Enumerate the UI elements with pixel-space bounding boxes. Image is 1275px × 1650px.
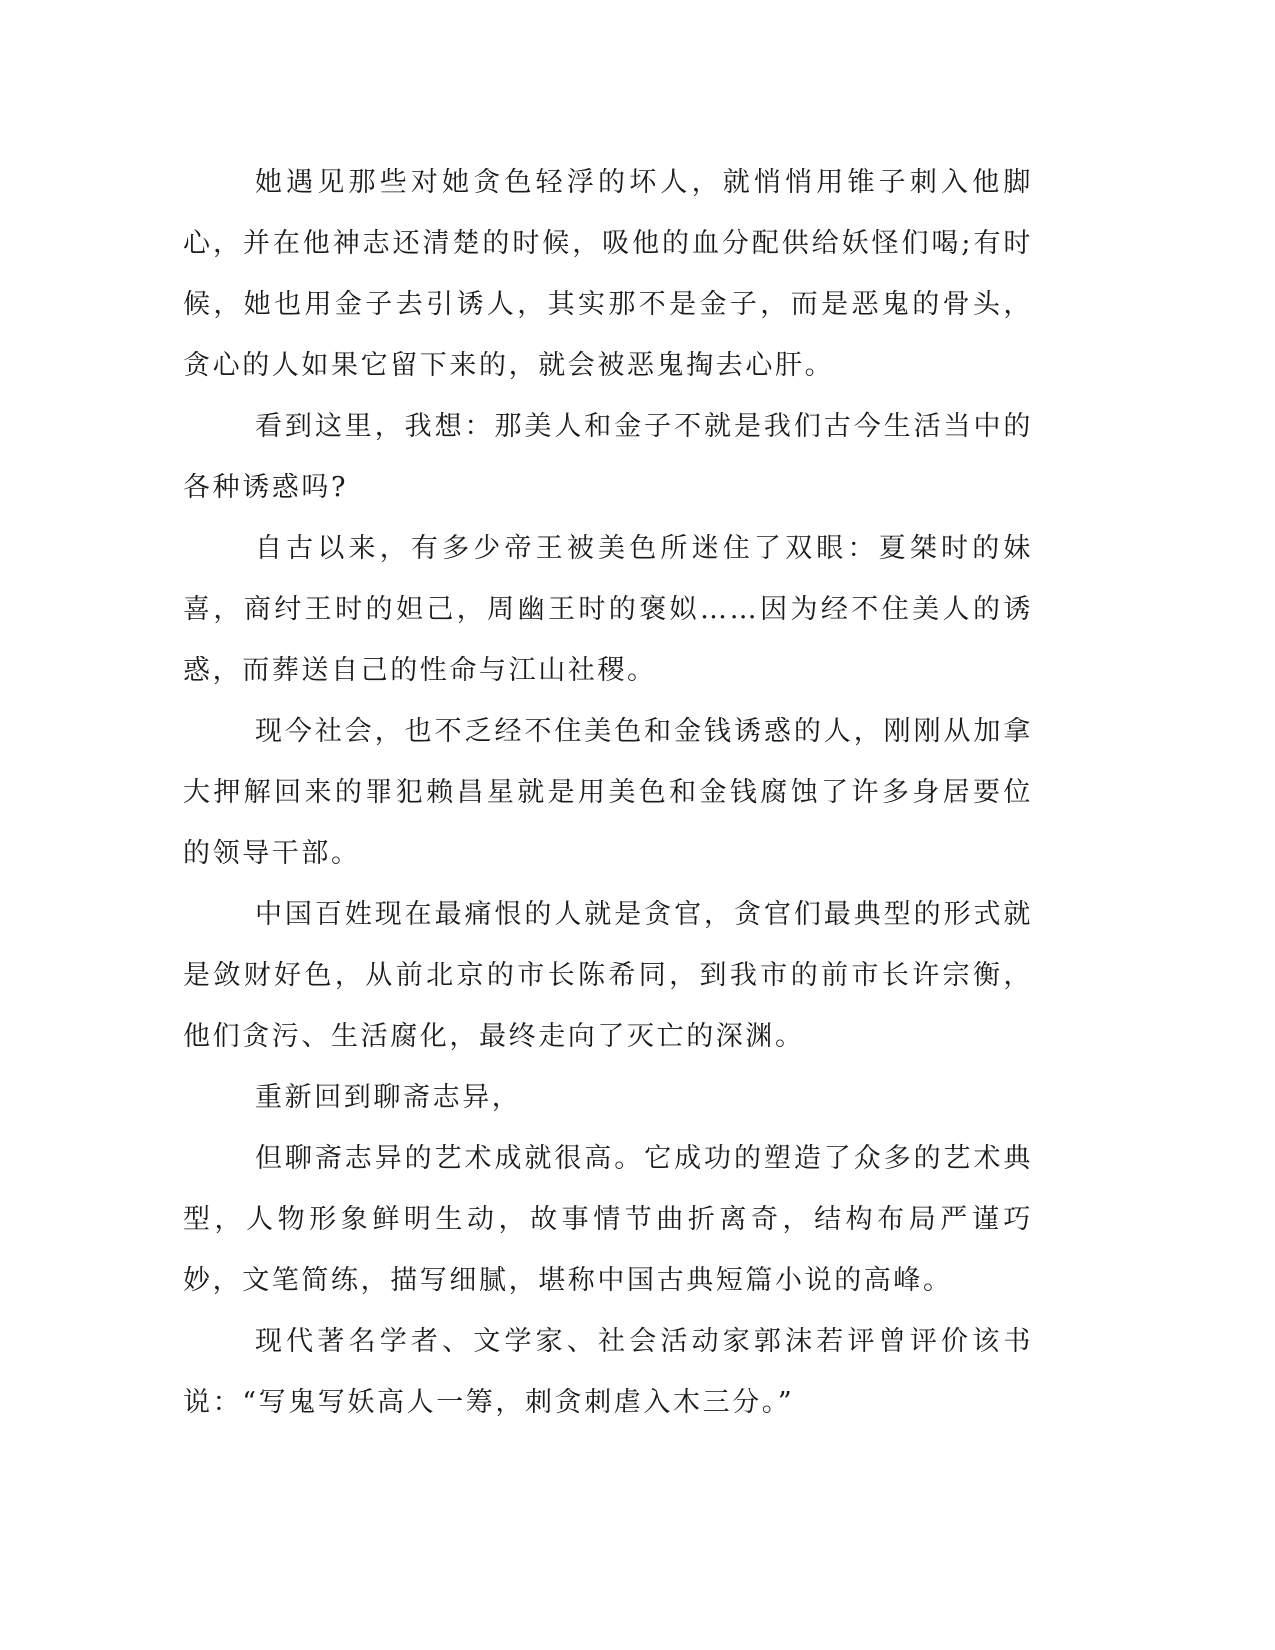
- paragraph-8: 现代著名学者、文学家、社会活动家郭沫若评曾评价该书说：“写鬼写妖高人一筹，刺贪刺虐入木三分。”: [183, 1326, 1033, 1418]
- paragraph-7: 但聊斋志异的艺术成就很高。它成功的塑造了众多的艺术典型，人物形象鲜明生动，故事情节曲折离奇，结构布局严谨巧妙，文笔简练，描写细腻，堪称中国古典短篇小说的高峰。: [183, 1143, 1033, 1296]
- paragraph-2: 看到这里，我想：那美人和金子不就是我们古今生活当中的各种诱惑吗?: [183, 411, 1033, 503]
- paragraph-4: 现今社会，也不乏经不住美色和金钱诱惑的人，刚刚从加拿大押解回来的罪犯赖昌星就是用美色和金钱腐蚀了许多身居要位的领导干部。: [183, 716, 1033, 869]
- paragraph-6: 重新回到聊斋志异，: [255, 1082, 522, 1113]
- paragraph-1: 她遇见那些对她贪色轻浮的坏人，就悄悄用锥子刺入他脚心，并在他神志还清楚的时候，吸他的血分配供给妖怪们喝;有时候，她也用金子去引诱人，其实那不是金子，而是恶鬼的骨头，贪心的人如果它留下来的，就会被恶鬼掏去心肝。: [183, 167, 1033, 381]
- paragraph-5: 中国百姓现在最痛恨的人就是贪官，贪官们最典型的形式就是敛财好色，从前北京的市长陈希同，到我市的前市长许宗衡，他们贪污、生活腐化，最终走向了灭亡的深渊。: [183, 899, 1033, 1052]
- document-body: [183, 152, 1033, 1433]
- paragraph-3: 自古以来，有多少帝王被美色所迷住了双眼：夏桀时的妹喜，商纣王时的妲己，周幽王时的褒姒……因为经不住美人的诱惑，而葬送自己的性命与江山社稷。: [183, 533, 1033, 686]
